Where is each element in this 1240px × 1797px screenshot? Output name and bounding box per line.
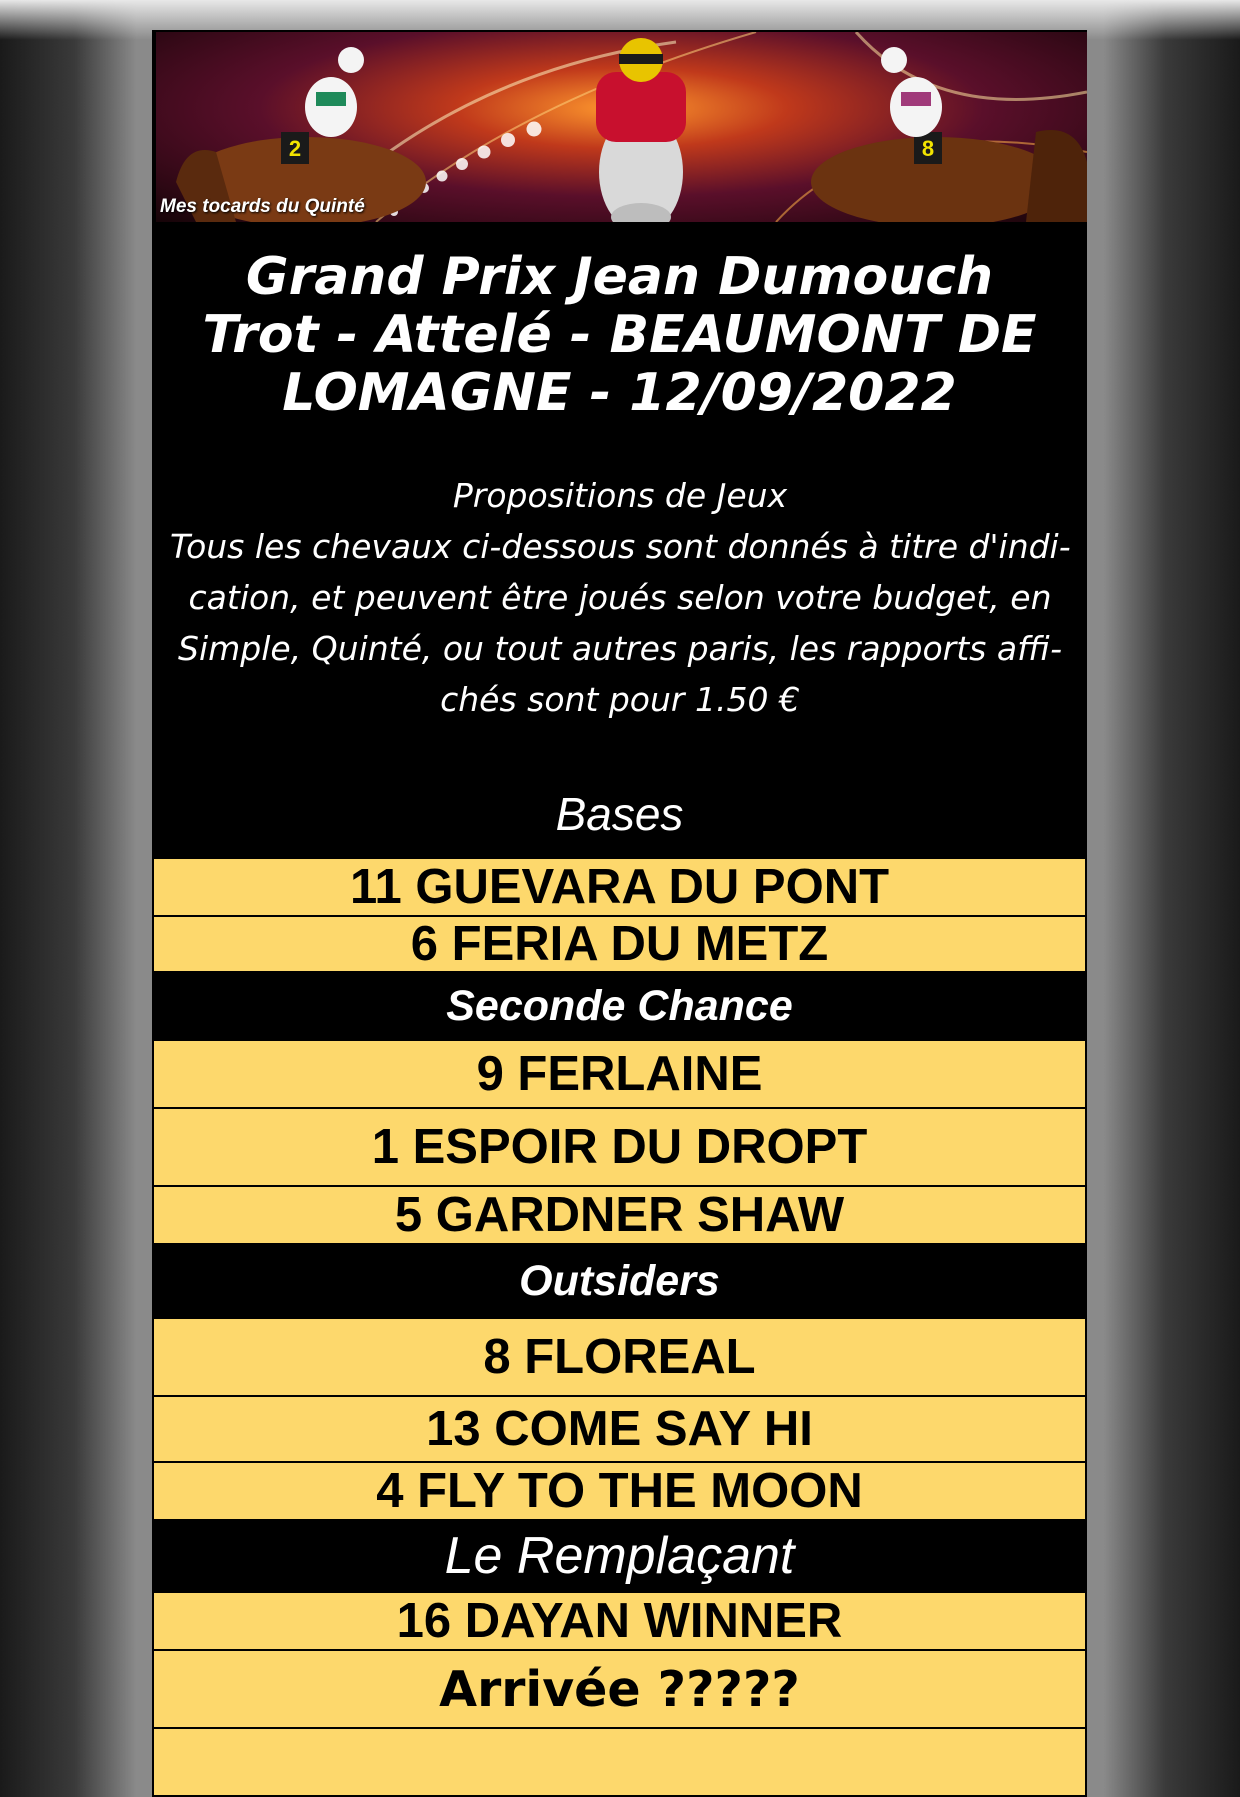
prognosis-sheet bbox=[152, 30, 1087, 1754]
horse-row: 13 COME SAY HI bbox=[152, 1395, 1087, 1463]
arrivee-row: Arrivée ????? bbox=[152, 1649, 1087, 1729]
empty-result-row bbox=[152, 1727, 1087, 1797]
horse-row: 16 DAYAN WINNER bbox=[152, 1591, 1087, 1651]
title-line: Trot - Attelé - BEAUMONT DE bbox=[202, 305, 1037, 365]
horse-racing-illustration bbox=[156, 32, 1087, 222]
title-line: Grand Prix Jean Dumouch bbox=[245, 247, 994, 307]
section-label-remplacant: Le Remplaçant bbox=[152, 1521, 1087, 1591]
intro-line: Simple, Quinté, ou tout autres paris, les rapports affi- bbox=[178, 629, 1062, 668]
horse-row: 8 FLOREAL bbox=[152, 1317, 1087, 1397]
horse-row: 11 GUEVARA DU PONT bbox=[152, 857, 1087, 917]
saddle-number-right: 8 bbox=[921, 136, 935, 161]
horse-row: 6 FERIA DU METZ bbox=[152, 915, 1087, 973]
horse-row: 1 ESPOIR DU DROPT bbox=[152, 1107, 1087, 1187]
horse-row: 9 FERLAINE bbox=[152, 1039, 1087, 1109]
intro-line: cation, et peuvent être joués selon votre budget, en bbox=[188, 578, 1052, 617]
intro-line: Tous les chevaux ci-dessous sont donnés à titre d'indi- bbox=[170, 527, 1071, 566]
intro-line: chés sont pour 1.50 € bbox=[440, 680, 800, 719]
title-line: LOMAGNE - 12/09/2022 bbox=[282, 363, 957, 423]
section-label-bases: Bases bbox=[555, 788, 684, 840]
header-banner bbox=[156, 32, 1087, 222]
page-title bbox=[152, 248, 1087, 422]
horse-row: 5 GARDNER SHAW bbox=[152, 1185, 1087, 1245]
intro-heading: Propositions de Jeux bbox=[452, 476, 788, 515]
intro-text bbox=[170, 470, 1070, 725]
section-label-seconde-chance: Seconde Chance bbox=[152, 973, 1087, 1039]
section-label-outsiders: Outsiders bbox=[152, 1245, 1087, 1317]
banner-caption: Mes tocards du Quinté bbox=[160, 196, 365, 217]
horse-row: 4 FLY TO THE MOON bbox=[152, 1461, 1087, 1521]
selection-table bbox=[152, 857, 1087, 1797]
saddle-number-left: 2 bbox=[288, 136, 302, 161]
